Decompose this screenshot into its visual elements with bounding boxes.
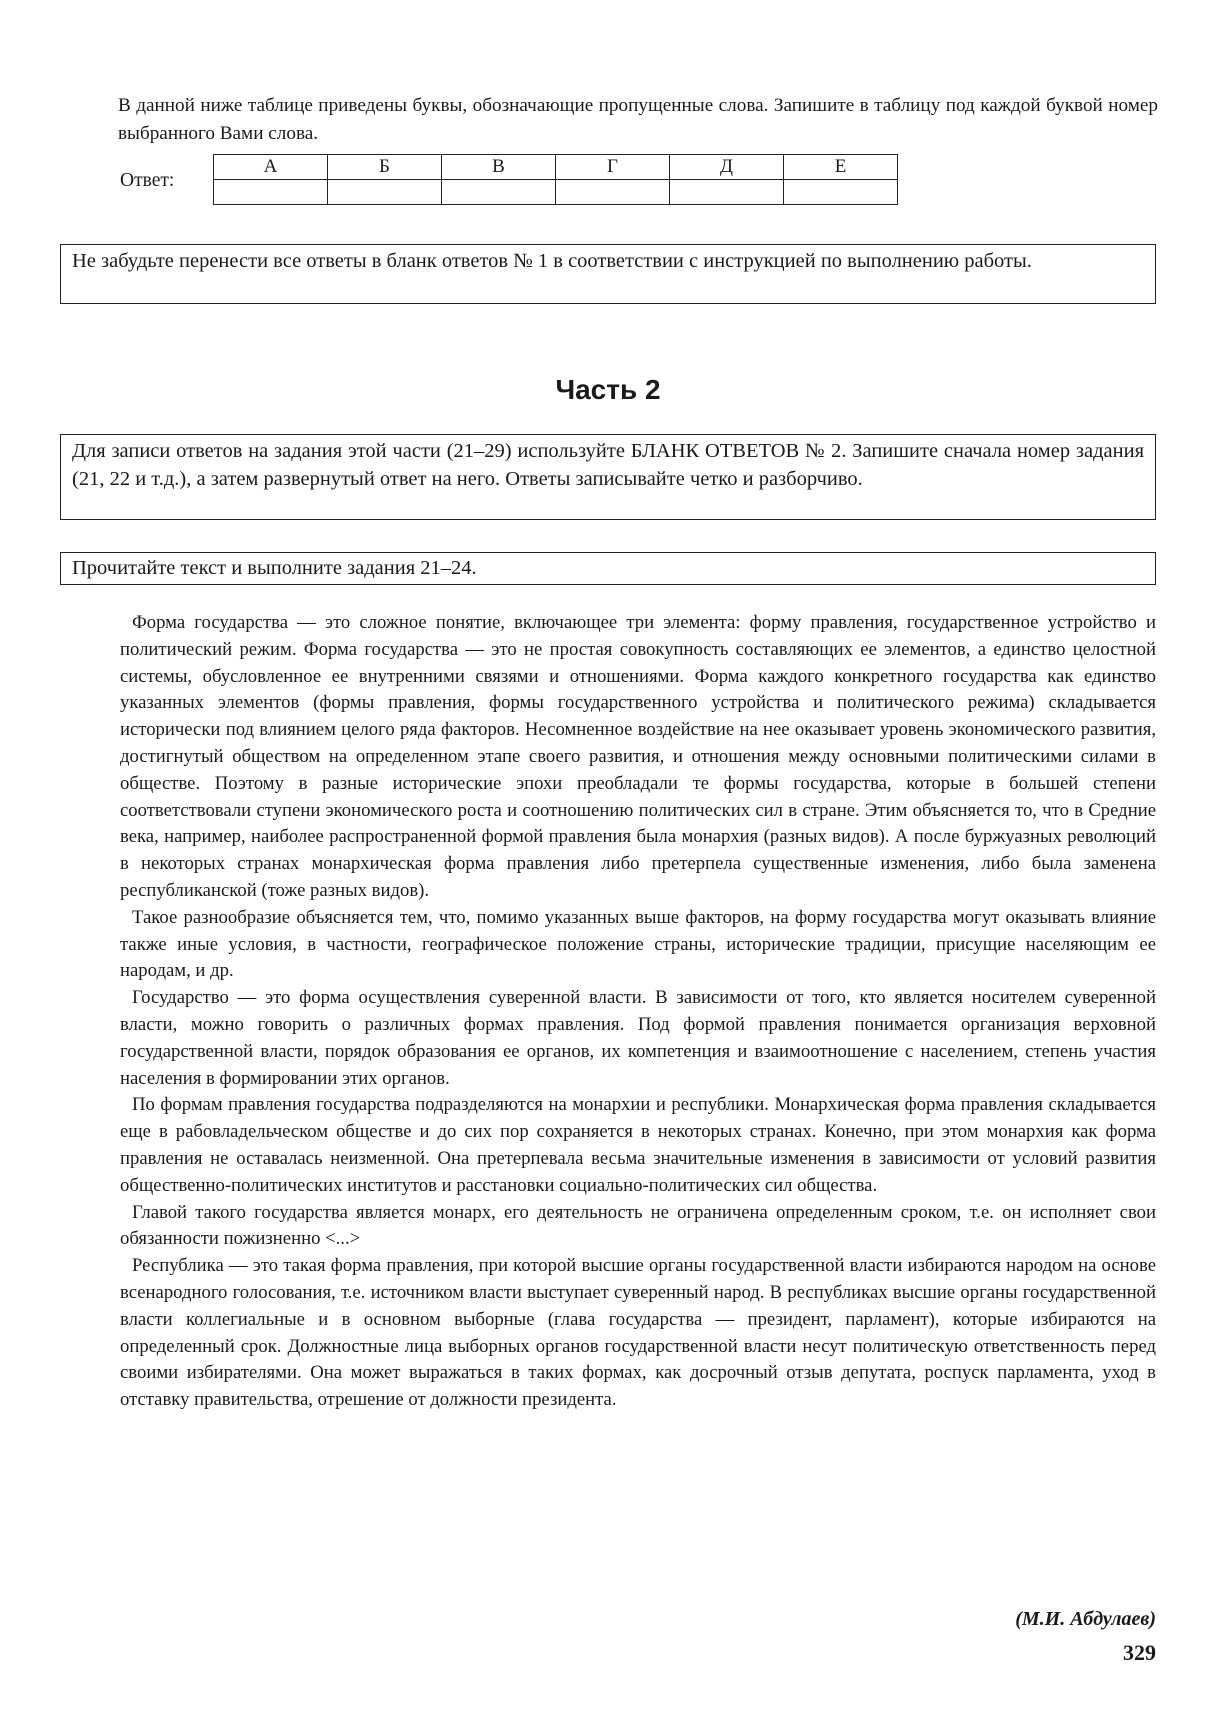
answer-letter: Г bbox=[556, 155, 670, 180]
part-title: Часть 2 bbox=[555, 374, 661, 405]
part-instructions-box: Для записи ответов на задания этой части (21–29) используйте БЛАНК ОТВЕТОВ № 2. Запишите сначала номер задания (21, 22 и т.д.), а затем развернутый ответ на него. Ответы записывайте четко и разборчиво. bbox=[60, 434, 1156, 520]
answer-cell[interactable] bbox=[442, 180, 556, 205]
answer-cell[interactable] bbox=[784, 180, 898, 205]
text-paragraph: Такое разнообразие объясняется тем, что, помимо указанных выше факторов, на форму государства могут оказывать влияние также иные условия, в частности, географическое положение страны, исторические традиции, присущие населяющим ее народам, и др. bbox=[120, 906, 1156, 982]
answer-cell[interactable] bbox=[556, 180, 670, 205]
answer-letter: Д bbox=[670, 155, 784, 180]
task-instruction-box: Прочитайте текст и выполните задания 21–24. bbox=[60, 552, 1156, 585]
task-intro-text: В данной ниже таблице приведены буквы, обозначающие пропущенные слова. Запишите в таблицу под каждой буквой номер выбранного Вами слова. bbox=[118, 95, 1158, 144]
reading-text bbox=[120, 610, 1156, 1414]
text-paragraph: По формам правления государства подразделяются на монархии и республики. Монархическая форма правления складывается еще в рабовладельческом обществе и до сих пор сохраняется в некоторых странах. Конечно, при этом монархия как форма правления не оставалась неизменной. Она претерпевала весьма значительные изменения в зависимости от условий развития общественно-политических институтов и расстановки социально-политических сил общества. bbox=[120, 1094, 1156, 1196]
answer-label: Ответ: bbox=[120, 170, 175, 191]
answer-cell[interactable] bbox=[670, 180, 784, 205]
answer-input-row bbox=[214, 180, 898, 205]
text-paragraph: Главой такого государства является монарх, его деятельность не ограничена определенным сроком, т.е. он исполняет свои обязанности пожизненно <...> bbox=[120, 1201, 1156, 1250]
answer-header-row bbox=[214, 155, 898, 180]
answer-cell[interactable] bbox=[328, 180, 442, 205]
answer-table bbox=[213, 154, 898, 205]
author-attribution: (М.И. Абдулаев) bbox=[1015, 1608, 1156, 1630]
text-paragraph: Форма государства — это сложное понятие, включающее три элемента: форму правления, государственное устройство и политический режим. Форма государства — это не простая совокупность составляющих ее элементов, а единство целостной системы, обусловленное ее внутренними связями и отношениями. Форма каждого конкретного государства как единство указанных элементов (формы правления, формы государственного устройства и политического режима) складывается исторически под влиянием целого ряда факторов. Несомненное воздействие на нее оказывает уровень экономического развития, достигнутый обществом на определенном этапе своего развития, и отношения между основными политическими силами в обществе. Поэтому в разные исторические эпохи преобладали те формы государства, которые в большей степени соответствовали ступени экономического роста и соотношению политических сил в стране. Этим объясняется то, что в Средние века, например, наиболее распространенной формой правления была монархия (разных видов). А после буржуазных революций в некоторых странах монархическая форма правления либо претерпела существенные изменения, либо была заменена республиканской (тоже разных видов). bbox=[120, 612, 1156, 901]
reminder-box: Не забудьте перенести все ответы в бланк ответов № 1 в соответствии с инструкцией по выполнению работы. bbox=[60, 244, 1156, 304]
answer-cell[interactable] bbox=[214, 180, 328, 205]
answer-letter: В bbox=[442, 155, 556, 180]
answer-letter: Е bbox=[784, 155, 898, 180]
answer-letter: Б bbox=[328, 155, 442, 180]
answer-letter: А bbox=[214, 155, 328, 180]
page-number: 329 bbox=[1123, 1640, 1156, 1665]
text-paragraph: Государство — это форма осуществления суверенной власти. В зависимости от того, кто является носителем суверенной власти, можно говорить о различных формах правления. Под формой правления понимается организация верховной государственной власти, порядок образования ее органов, их компетенция и взаимоотношение с населением, степень участия населения в формировании этих органов. bbox=[120, 987, 1156, 1089]
text-paragraph: Республика — это такая форма правления, при которой высшие органы государственной власти избираются народом на основе всенародного голосования, т.е. источником власти выступает суверенный народ. В республиках высшие органы государственной власти коллегиальные и в основном выборные (глава государства — президент, парламент), которые избираются на определенный срок. Должностные лица выборных органов государственной власти несут политическую ответственность перед своими избирателями. Она может выражаться в таких формах, как досрочный отзыв депутата, роспуск парламента, уход в отставку правительства, отрешение от должности президента. bbox=[120, 1255, 1156, 1411]
